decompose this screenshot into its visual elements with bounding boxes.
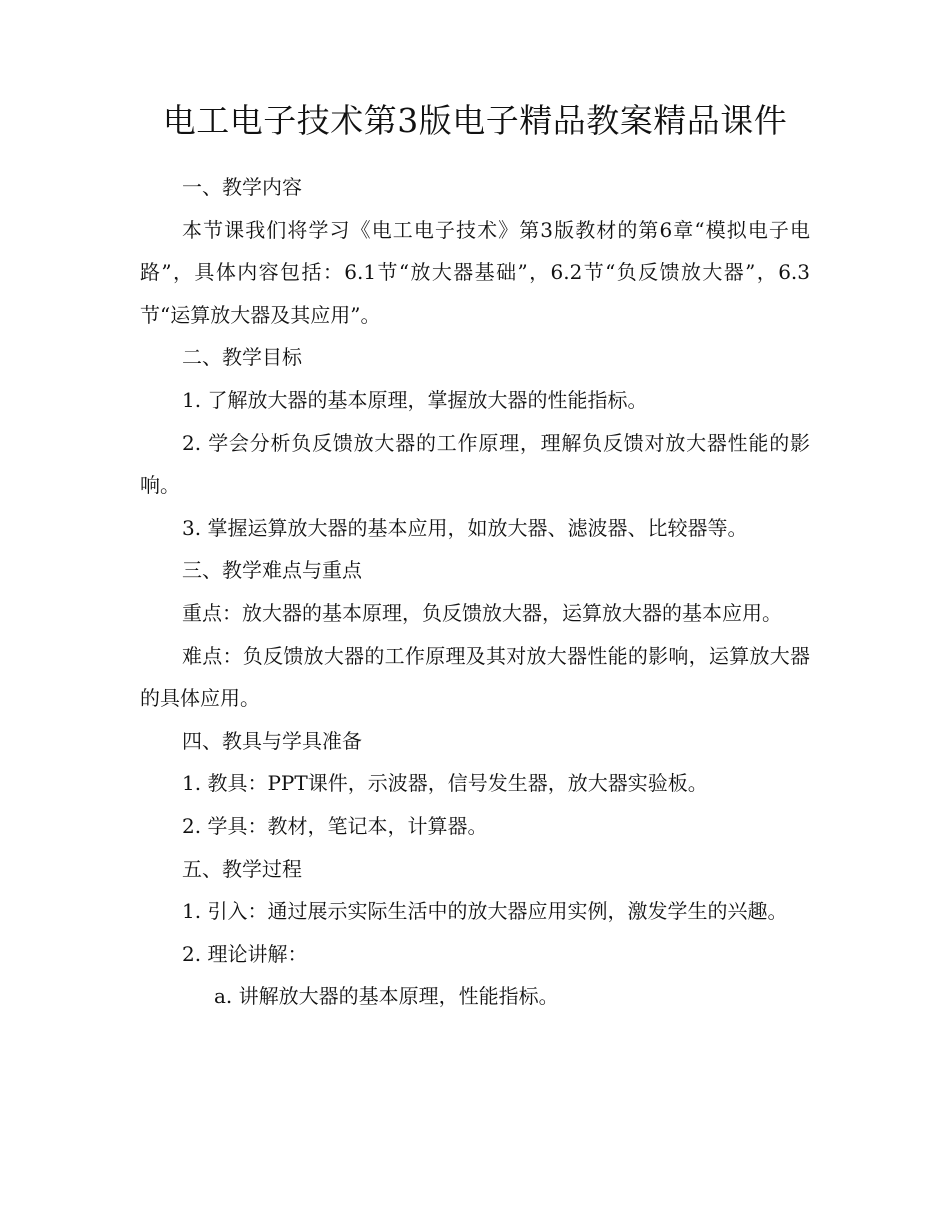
section-heading-content: 一、教学内容 bbox=[182, 175, 302, 199]
process-item-1: 1. 引入：通过展示实际生活中的放大器应用实例，激发学生的兴趣。 bbox=[182, 899, 788, 924]
key-points-paragraph: 重点：放大器的基本原理，负反馈放大器，运算放大器的基本应用。 bbox=[182, 600, 782, 625]
document-title: 电工电子技术第3版电子精品教案精品课件 bbox=[162, 101, 788, 140]
document-body bbox=[140, 166, 810, 1018]
section-heading-objectives: 二、教学目标 bbox=[182, 345, 302, 370]
tools-item-1: 1. 教具：PPT课件，示波器，信号发生器，放大器实验板。 bbox=[182, 771, 708, 796]
content-paragraph: 本节课我们将学习《电工电子技术》第3版教材的第6章“模拟电子电路”，具体内容包括：6.1节“放大器基础”，6.2节“负反馈放大器”，6.3节“运算放大器及其应用”。 bbox=[140, 217, 810, 327]
section-heading-key-points: 三、教学难点与重点 bbox=[182, 558, 362, 583]
tools-item-2: 2. 学具：教材，笔记本，计算器。 bbox=[182, 813, 488, 838]
section-heading-tools: 四、教具与学具准备 bbox=[182, 728, 362, 753]
difficult-points-paragraph: 难点：负反馈放大器的工作原理及其对放大器性能的影响，运算放大器的具体应用。 bbox=[140, 643, 810, 711]
objective-item-1: 1. 了解放大器的基本原理，掌握放大器的性能指标。 bbox=[182, 387, 648, 412]
process-item-2: 2. 理论讲解： bbox=[182, 941, 308, 966]
objective-item-3: 3. 掌握运算放大器的基本应用，如放大器、滤波器、比较器等。 bbox=[182, 515, 748, 540]
process-subitem-a: a. 讲解放大器的基本原理，性能指标。 bbox=[214, 984, 559, 1009]
section-heading-process: 五、教学过程 bbox=[182, 856, 302, 881]
objective-item-2: 2. 学会分析负反馈放大器的工作原理，理解负反馈对放大器性能的影响。 bbox=[140, 430, 810, 498]
